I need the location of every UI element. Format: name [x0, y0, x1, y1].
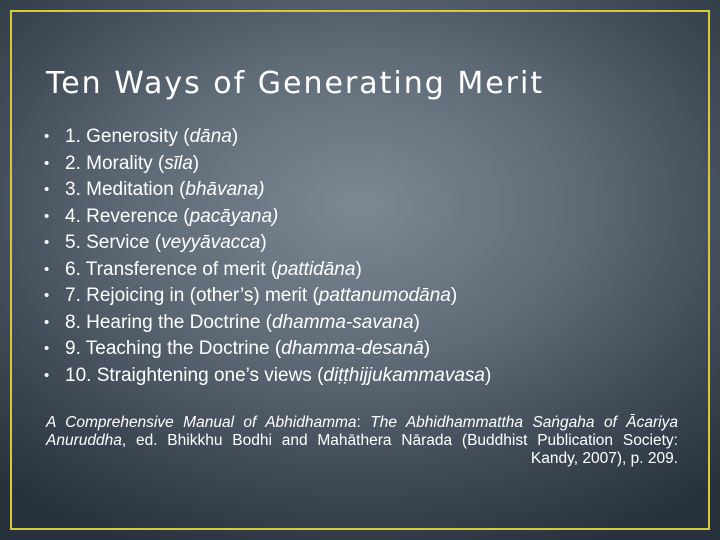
item-suffix: )	[231, 126, 239, 147]
item-pali-term: pattanumodāna	[318, 285, 451, 306]
item-suffix: )	[355, 258, 362, 280]
item-pali-term: bhāvana)	[185, 179, 265, 200]
item-suffix: )	[192, 152, 200, 174]
item-suffix: )	[485, 364, 492, 386]
bullet-icon: •	[44, 260, 50, 278]
item-pali-term: dhamma-savana	[272, 311, 414, 333]
citation-subtitle: The Abhidhammattha Saṅgaha of Ācariya Anuruddha	[46, 414, 678, 449]
citation-colon: :	[356, 414, 371, 431]
item-pali-term: dāna	[189, 126, 232, 147]
bullet-icon: •	[44, 181, 50, 198]
list-item	[44, 177, 491, 204]
item-suffix: )	[450, 285, 458, 306]
bullet-icon: •	[44, 287, 50, 304]
item-text: 5. Service (	[65, 232, 162, 253]
list-item	[44, 204, 491, 231]
list-item	[44, 310, 491, 337]
list-item	[44, 363, 491, 390]
item-text: 4. Reverence (	[65, 205, 190, 227]
item-suffix: )	[260, 232, 267, 253]
list-item	[44, 257, 491, 284]
list-item	[44, 124, 491, 151]
item-pali-term: pacāyana)	[189, 205, 279, 227]
citation-book-title: A Comprehensive Manual of Abhidhamma	[46, 414, 357, 431]
item-pali-term: pattidāna	[277, 258, 356, 280]
slide-title: Ten Ways of Generating Merit	[46, 66, 545, 101]
merit-list	[44, 124, 491, 389]
item-suffix: )	[413, 311, 420, 333]
item-text: 10. Straightening one’s views (	[65, 364, 324, 386]
list-item	[44, 283, 491, 310]
item-text: 8. Hearing the Doctrine (	[65, 311, 272, 333]
bullet-icon: •	[44, 366, 50, 384]
item-text: 7. Rejoicing in (other’s) merit (	[65, 285, 319, 306]
item-suffix: )	[423, 338, 431, 359]
list-item	[44, 151, 491, 178]
list-item	[44, 230, 491, 257]
item-text: 1. Generosity (	[65, 126, 190, 147]
citation-details: , ed. Bhikkhu Bodhi and Mahāthera Nārada (Buddhist Publication Society: Kandy, 2007), p. 209.	[121, 432, 678, 467]
item-text: 9. Teaching the Doctrine (	[65, 338, 282, 359]
item-pali-term: diṭṭhijjukammavasa	[323, 364, 485, 386]
item-text: 3. Meditation (	[65, 179, 186, 200]
item-text: 6. Transference of merit (	[65, 258, 278, 280]
bullet-icon: •	[44, 340, 50, 357]
bullet-icon: •	[44, 207, 50, 225]
bullet-icon: •	[44, 313, 50, 331]
item-pali-term: sīla	[164, 152, 193, 174]
bullet-icon: •	[44, 154, 50, 172]
bullet-icon: •	[44, 128, 50, 145]
item-text: 2. Morality (	[65, 152, 165, 174]
item-pali-term: dhamma-desanā	[281, 338, 424, 359]
item-pali-term: veyyāvacca	[161, 232, 261, 253]
list-item	[44, 336, 491, 363]
source-citation	[46, 414, 678, 468]
bullet-icon: •	[44, 234, 50, 251]
